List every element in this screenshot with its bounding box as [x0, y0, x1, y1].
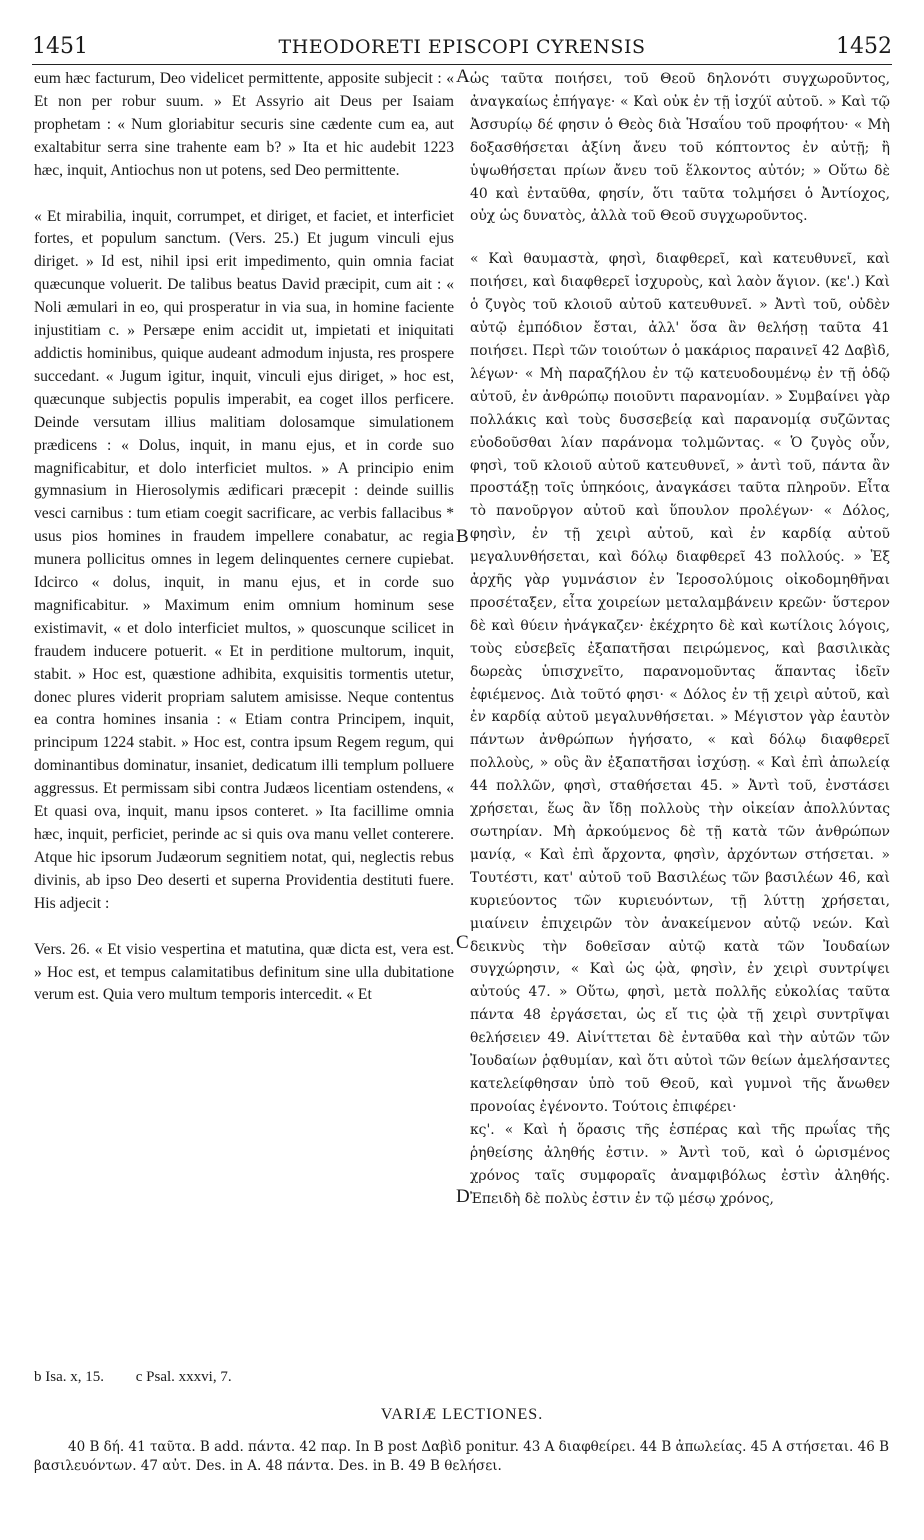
greek-paragraph-2: « Καὶ θαυμαστὰ, φησὶ, διαφθερεῖ, καὶ κατευθυνεῖ, καὶ ποιήσει, καὶ διαφθερεῖ ἰσχυροὺς, καὶ λαὸν ἅγιον. (κε'.) Καὶ ὁ ζυγὸς τοῦ κλοιοῦ αὐτοῦ κατευθυνεῖ. » Ἀντὶ τοῦ, οὐδὲν αὐτῷ ἐμπόδιον ἔσται, ἀλλ' ὅσα ἂν θελήσῃ ταῦτα 41 ποιήσει. Περὶ τῶν τοιούτων ὁ μακάριος παραινεῖ 42 Δαβὶδ, λέγων· « Μὴ παραζήλου ἐν τῷ κατευοδουμένῳ ἐν τῇ ὁδῷ αὐτοῦ, ἐν ἀνθρώπῳ ποιοῦντι παρανομίαν. » Συμβαίνει γὰρ πολλάκις καὶ τοὺς δυσσεβείᾳ καὶ παρανομίᾳ συζῶντας εὐοδοῦσθαι λίαν παράνομα τολμῶντας. « Ὁ ζυγὸς οὖν, φησὶ, τοῦ κλοιοῦ αὐτοῦ κατευθυνεῖ, » ἀντὶ τοῦ, πάντα ἂν προστάξῃ τοῖς ὑπηκόοις, ἀναγκάσει ταῦτα πληροῦν. Εἶτα τὸ πανοῦργον αὐτοῦ καὶ ὕπουλον προλέγων· « Δόλος, φησὶν, ἐν τῇ χειρὶ αὐτοῦ, καὶ ἐν καρδίᾳ αὐτοῦ μεγαλυνθήσεται, καὶ δόλῳ διαφθερεῖ 43 πολλούς. » Ἐξ ἀρχῆς γὰρ γυμνάσιον ἐν Ἱεροσολύμοις οἰκοδομηθῆναι προσέταξεν, εἶτα χοιρείων μεταλαμβάνειν κρεῶν· ὕστερον δὲ καὶ θύειν ἠνάγκαζεν· ἐκέχρητο δὲ καὶ κωτίλοις λόγοις, τοὺς εὐσεβεῖς ἐξαπατῆσαι πειρώμενος, καὶ βασιλικὰς δωρεὰς ὑπισχνεῖτο, παρανομοῦντας ἅπαντας ἰδεῖν ἐφιέμενος. Διὰ τοῦτό φησι· « Δόλος ἐν τῇ χειρὶ αὐτοῦ, καὶ ἐν καρδίᾳ αὐτοῦ μεγαλυνθήσεται. » Μέγιστον γὰρ ἑαυτὸν πάντων ἀνθρώπων ἡγήσατο, « καὶ δόλῳ διαφθερεῖ πολλοὺς, » οὓς ἂν ἐξαπατῆσαι ἰσχύσῃ. « Καὶ ἐπὶ ἀπωλείᾳ 44 πολλῶν, φησὶ, σταθήσεται 45. » Ἀντὶ τοῦ, ἐνστάσει χρήσεται, ἕως ἂν ἴδῃ πολλοὺς τὴν οἰκείαν ἀπολλύντας σωτηρίαν. Μὴ ἀρκούμενος δὲ τῇ κατὰ τῶν ἀνθρώπων μανίᾳ, « Καὶ ἐπὶ ἄρχοντα, φησὶν, ἀρχόντων στήσεται. » Τουτέστι, κατ' αὐτοῦ τοῦ Βασιλέως τῶν βασιλέων 46, καὶ κυριεύοντος τῶν κυριευόντων, τῇ λύττῃ χρήσεται, μιαίνειν ἐπιχειρῶν τὸν ἀνακείμενον αὐτῷ νεών. Καὶ δεικνὺς τὴν δοθεῖσαν αὐτῷ κατὰ τῶν Ἰουδαίων συγχώρησιν, « Καὶ ὡς ᾠὰ, φησὶν, ἐν χειρὶ συντρίψει αὐτούς 47. » Οὕτω, φησὶ, μετὰ πολλῆς εὐκολίας ταῦτα πάντα 48 ἐργάσεται, ὡς εἴ τις ᾠὰ τῇ χειρὶ συντρῖψαι θελήσειεν 49. Αἰνίττεται δὲ ἐνταῦθα καὶ τὴν αὐτῶν τῶν Ἰουδαίων ῥᾳθυμίαν, καὶ ὅτι αὐτοὶ τῶν θείων ἀμελήσαντες κατελείφθησαν ὑπὸ τοῦ Θεοῦ, καὶ γυμνοὶ τῆς ἄνωθεν προνοίας ἐγένοντο. Τούτοις ἐπιφέρει· — [470, 251, 890, 1115]
running-title: THEODORETI EPISCOPI CYRENSIS — [278, 36, 646, 58]
latin-paragraph-3: Vers. 26. « Et visio vespertina et matutina, quæ dicta est, vera est. » Hoc est, et tempus calamitatibus definitum sine ulla dubitatione verum est. Quia vero multum temporis intercedit. « Et — [34, 940, 454, 1004]
greek-column — [470, 68, 890, 1210]
margin-marker-c: C — [456, 932, 469, 953]
page-header — [32, 32, 892, 65]
variae-lectiones-text: 40 B δή. 41 ταῦτα. B add. πάντα. 42 παρ. In B post Δαβὶδ ponitur. 43 A διαφθείρει. 44 B ἀπωλείας. 45 A στήσεται. 46 B βασιλευόντων. 47 αὐτ. Des. in A. 48 πάντα. Des. in B. 49 B θελήσει. — [34, 1439, 890, 1474]
footnote-b: b Isa. x, 15. — [34, 1369, 104, 1385]
margin-marker-b: B — [456, 526, 469, 547]
latin-paragraph-2: « Et mirabilia, inquit, corrumpet, et diriget, et faciet, et interficiet fortes, et populum sanctum. (Vers. 25.) Et jugum vinculi ejus diriget. » Id est, nihil ipsi erit impedimento, quin omnia faciat quæcunque voluerit. De talibus beatus David præcipit, cum ait : « Noli æmulari in eo, qui prosperatur in via sua, in homine faciente injustitiam c. » Persæpe enim accidit ut, impietati et iniquitati addictis hominibus, quique audeant admodum injusta, res prospere succedant. « Jugum igitur, inquit, vinculi ejus diriget, » hoc est, quæcunque subjectis populis imperabit, ea coget illos perficere. Deinde versutam illius malitiam dolosamque simulationem prædicens : « Dolus, inquit, in manu ejus, et in corde suo magnificabitur, et dolo interficiet multos. » A principio enim gymnasium in Hierosolymis ædificari præcepit : deinde suillis vesci carnibus : tum etiam coegit sacrificare, ac verbis fallacibus * usus pios homines in fraudem impellere conabatur, ac regia munera pollicitus omnes in legem delinquentes cernere cupiebat. Idcirco « dolus, inquit, in manu ejus, et in corde suo magnificabitur. » Maximum enim omnium hominum sese existimavit, « et dolo interficiet multos, » quoscunque scilicet in fraudem inducere potuerit. « Et in perditione multorum, inquit, stabit. » Hoc est, quæstione adhibita, exquisitis tormentis utetur, donec plures viderit propriam salutem amisisse. Neque contentus ea contra homines insania : « Etiam contra Principem, inquit, principum 1224 stabit. » Hoc est, contra ipsum Regem regum, qui dominantibus dominatur, insaniet, dedicatum illi templum polluere aggressus. Et permissam sibi contra Judæos licentiam ostendens, « Et quasi ova, inquit, manu ipsos conteret. » Ita facillime omnia hæc, inquit, perficiet, perinde ac si quis ova manu vellet conterere. Atque hic ipsorum Judæorum segnitiem notat, qui, neglectis rebus divinis, ab ipso Deo deserti et superna Providentia destituti fuere. His adjecit : — [34, 207, 454, 912]
margin-marker-a: A — [456, 66, 470, 87]
margin-marker-d: D — [456, 1186, 470, 1207]
greek-paragraph-1: ὡς ταῦτα ποιήσει, τοῦ Θεοῦ δηλονότι συγχωροῦντος, ἀναγκαίως ἐπήγαγε· « Καὶ οὐκ ἐν τῇ ἰσχύϊ αὐτοῦ. » Καὶ τῷ Ἀσσυρίῳ δέ φησιν ὁ Θεὸς διὰ Ἡσαΐου τοῦ προφήτου· « Μὴ δοξασθήσεται ἀξίνη ἄνευ τοῦ κόπτοντος ἐν αὐτῇ; ἢ ὑψωθήσεται πρίων ἄνευ τοῦ ἕλκοντος αὐτόν; » Οὕτω δὲ 40 καὶ ἐνταῦθα, φησίν, ὅτι ταῦτα τολμήσει ὁ Ἀντίοχος, οὐχ ὡς δυνατὸς, ἀλλὰ τοῦ Θεοῦ συγχωροῦντος. — [470, 71, 890, 225]
latin-paragraph-1: eum hæc facturum, Deo videlicet permittente, apposite subjecit : « Et non per robur suum. » Et Assyrio ait Deus per Isaiam prophetam : « Num gloriabitur securis sine cædente cum ea, aut exaltabitur serra sine trahente eam b? » Ita et hic audebit 1223 hæc, inquit, Antiochus non ut potens, sed Deo permittente. — [34, 70, 454, 179]
variae-lectiones-title: VARIÆ LECTIONES. — [380, 1406, 544, 1423]
greek-paragraph-3: κς'. « Καὶ ἡ ὅρασις τῆς ἑσπέρας καὶ τῆς πρωΐας τῆς ῥηθείσης ἀληθής ἐστιν. » Ἀντὶ τοῦ, καὶ ὁ ὡρισμένος χρόνος ταῖς συμφοραῖς ἀναμφιβόλως ἐστὶν ἀληθής. Ἐπειδὴ δὲ πολὺς ἐστιν ἐν τῷ μέσῳ χρόνος, — [470, 1121, 890, 1207]
page-number-left: 1451 — [32, 34, 88, 59]
page-number-right: 1452 — [836, 34, 892, 59]
latin-column — [34, 68, 454, 1007]
footnotes — [34, 1369, 894, 1386]
footnote-c: c Psal. xxxvi, 7. — [135, 1369, 232, 1385]
